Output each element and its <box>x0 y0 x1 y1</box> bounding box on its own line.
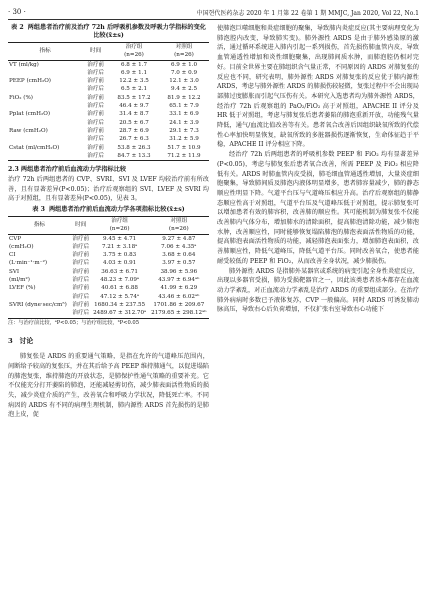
table-cell: LVEF (%) <box>9 285 36 292</box>
table-header-cell: 指标 <box>8 216 71 234</box>
table-cell: (cmH₂O) <box>9 243 34 250</box>
table-cell: PEEP (cmH₂O) <box>9 78 51 85</box>
table-cell: 12.1 ± 3.0 <box>169 78 199 85</box>
table-cell: 治疗后 <box>72 293 90 300</box>
table-cell: 3.75 ± 0.83 <box>103 252 137 259</box>
table-cell <box>8 69 82 77</box>
table-cell: 7.0 ± 0.9 <box>170 69 198 76</box>
table-cell: 治疗后 <box>82 152 109 161</box>
table-cell: 43.97 ± 6.94ᵃᵇ <box>158 277 200 284</box>
table-cell: 治疗前 <box>87 78 105 85</box>
table-cell: CVP <box>9 235 22 242</box>
table-cell <box>8 85 82 93</box>
table-cell: 6.5 ± 2.1 <box>120 86 148 93</box>
table-cell: 28.7 ± 6.9 <box>119 127 149 134</box>
table-row <box>8 60 209 69</box>
table-cell: 治疗后 <box>72 260 90 267</box>
table-cell: 6.8 ± 1.7 <box>120 61 148 68</box>
table-cell: 38.96 ± 5.96 <box>160 268 198 275</box>
table-cell: 3.97 ± 0.57 <box>162 260 196 267</box>
table-row <box>8 102 209 110</box>
table-cell: 33.1 ± 6.9 <box>169 111 199 118</box>
table-cell: 71.2 ± 11.9 <box>159 152 209 161</box>
table-row <box>8 77 209 85</box>
table-header-cell: 时间 <box>82 43 109 61</box>
table-cell: 36.63 ± 6.71 <box>101 268 138 275</box>
table-cell: 41.99 ± 6.29 <box>160 285 198 292</box>
table-cell: 治疗前 <box>72 235 90 242</box>
table-cell: 20.5 ± 6.7 <box>119 119 149 126</box>
table-cell: Raw (cmH₂O) <box>9 127 48 134</box>
table-row <box>8 268 209 276</box>
running-header <box>8 7 419 19</box>
table3 <box>8 216 209 319</box>
table-cell: 治疗后 <box>87 119 105 126</box>
table-cell: 53.8 ± 26.3 <box>117 144 151 151</box>
right-paragraph-2: 经治疗 72h 后两组患者的呼吸机参数 PEEP 和 FiO₂ 均有显著差异(P<0.05)，考虑与肺复张后患者氧合改善，所需 PEEP 及 FiO₂ 相应降低有关。ARDS 时肺血管内皮受损，肺毛细血管通透性增加，大量炎症细胞聚集，导致肺间质及肺泡内液体明显增多，患者肺容量减少，肺的静态顺应性明显下降。气道平台压与气道峰压相应升高。治疗后观察组的肺静态顺应性高于对照组，气道平台压及气道峰压低于对照组，提示肺复张可以增加患者有效的肺容积，改善肺的顺应性。其可能机制为肺复张不仅能改善肺内气体分布，增加肺水的清除面积，提高肺泡清除功能，减少肺泡水肿，改善顺应性，同时能够恢复塌陷肺泡的肺泡表面活性物质的功能，提高肺泡表面活性物质的功能，减轻肺泡表面张力，增加肺泡表面积，改善肺顺应性，降低气道峰压，降低气道平台压。同时改善氧合，使患者能耐受较低的 PEEP 和 FiO₂，从而改善全身状况，减少肺损伤。 <box>217 151 419 265</box>
table-cell: 46.4 ± 9.7 <box>119 103 149 110</box>
table-row <box>8 69 209 77</box>
table-row <box>8 152 209 161</box>
table-cell: CI <box>9 252 16 259</box>
table-cell: 治疗后 <box>72 243 90 250</box>
section-2-3-title: 2.3 两组患者治疗前后血流动力学指标比较 <box>8 166 127 174</box>
table-row <box>8 259 209 267</box>
discussion-paragraph-1: 肺复张是 ARDS 的重要通气策略，是指在允许的气道峰压范围内，间断给予较高的复张压，并在其后给予高 PEEP 维持肺通气，以促进塌陷的肺泡复张，维持肺泡的开放状态，是肺保护性通气策略的重要补充。它不仅能充分打开萎陷的肺泡，还能减轻剪切伤，减少肺表面活性物质的损失，减少炎症介质的产生，改善氧合和呼吸力学状况，降低死亡率。不同病因的 ARDS 有不同的病理生理机制，肺内源性 ARDS 首先损伤的是肺泡上皮，促 <box>8 353 209 419</box>
table-cell: 31.4 ± 8.7 <box>119 111 149 118</box>
table-cell: 1701.86 ± 209.67 <box>153 301 205 308</box>
table-header-cell: 时间 <box>71 216 91 234</box>
table-cell: 4.03 ± 0.91 <box>103 260 137 267</box>
table-cell: 治疗后 <box>72 310 90 317</box>
table-header-cell: 治疗组 (n=26) <box>91 216 149 234</box>
table-cell: 治疗前 <box>87 61 105 68</box>
table-cell: (ml/m²) <box>9 277 30 284</box>
table-row <box>8 284 209 292</box>
table-cell: SVRI (dyne·sec/cm⁵) <box>9 301 67 308</box>
table-cell: 84.7 ± 13.3 <box>109 152 159 161</box>
table-cell: 47.12 ± 5.74ᵃ <box>100 293 140 300</box>
table-cell: 12.2 ± 3.5 <box>119 78 149 85</box>
table-cell: Cstat (ml/cmH₂O) <box>9 144 60 151</box>
header-rule <box>8 19 419 20</box>
table-cell: 6.9 ± 1.0 <box>170 61 198 68</box>
table-cell: 治疗前 <box>72 301 90 308</box>
table-cell: 治疗后 <box>72 277 90 284</box>
table-cell: 3.68 ± 0.64 <box>162 252 196 259</box>
journal-citation: 中国현代医药杂志 2020 年 1 月第 22 卷第 1 期 MMJC, Jan 2020, Vol 22, No.1 <box>196 10 419 17</box>
table-cell: 治疗后 <box>87 136 105 143</box>
table-cell: (L·min⁻¹·m⁻²) <box>9 260 48 267</box>
table-cell: 2489.67 ± 312.70ᵃ <box>91 309 149 318</box>
left-column <box>8 24 209 420</box>
table-cell: FiO₂ (%) <box>9 94 33 101</box>
table-row <box>8 110 209 118</box>
table-row <box>8 85 209 93</box>
table-cell: 26.7 ± 6.3 <box>119 136 149 143</box>
table-row <box>8 309 209 318</box>
table-cell <box>8 293 71 301</box>
table-cell: 治疗前 <box>87 127 105 134</box>
table-cell: 81.9 ± 12.2 <box>167 94 201 101</box>
table-cell <box>8 152 82 161</box>
table-cell: 治疗前 <box>87 94 105 101</box>
table-row <box>8 251 209 259</box>
table-cell: 31.2 ± 5.9 <box>169 136 199 143</box>
table-cell: 治疗后 <box>87 86 105 93</box>
table-cell: 7.21 ± 3.18ᵃ <box>101 243 138 250</box>
table-cell <box>8 102 82 110</box>
table-cell: 治疗后 <box>87 103 105 110</box>
table-cell: 治疗前 <box>87 144 105 151</box>
table-header-cell: 对照组 (n=26) <box>149 216 209 234</box>
table-cell: 29.1 ± 7.3 <box>169 127 199 134</box>
table2-caption: 表 2 两组患者治疗前及治疗 72h 后呼吸机参数及呼吸力学指标的变化比较(x̄±s) <box>11 24 206 39</box>
table-row <box>8 144 209 152</box>
table-cell: 6.9 ± 1.1 <box>120 69 148 76</box>
table-cell: 治疗前 <box>87 111 105 118</box>
table-row <box>8 127 209 135</box>
table-cell: 9.27 ± 4.87 <box>162 235 196 242</box>
table-cell: 7.06 ± 4.35ᵃ <box>161 243 197 250</box>
table-row <box>8 276 209 284</box>
right-paragraph-1: 使肺泡巨噬细胞和炎症细胞的聚集，导致肺内炎症反应(其主要病理变化为肺泡腔内改变，导致肺实变)。肺外源性 ARDS 是由于肺外感染原的激活，通过循环系统进入肺内引起一系列损伤，首先损伤肺血管内皮，导致血管通透性增加和炎性细胞聚集，出现肺间质水肿，而肺泡腔仍相对完好。目前全世界主要在肺组织含气量正常，不同原因的 ARDS 对肺复张的反应也不同，研究表明，肺外源性 ARDS 对肺复张的反应优于肺内源性 ARDS，考虑与肺外源性 ARDS 的肺损伤较轻微，复张过程中不会出现局部肺过度膨胀而引起气压伤有关。本研究入选患者均为肺外源性 ARDS，经治疗 72h 后观察组的 PaO₂/FiO₂ 高于对照组，APACHE II 评分及 HR 低于对照组，考虑与肺复张后患者萎陷的肺泡重新开放，功能残气量降低，通气/血流比值改善等有关。患者氧合改善后因组织缺氧所致的代偿性心率加快明显恢复，缺氧所致的多脏器损伤逐渐恢复，生命体征趋于平稳，APACHE II 评分相应下降。 <box>217 25 419 149</box>
page-number: · 30 · <box>8 8 26 16</box>
table-row <box>8 234 209 243</box>
table-cell: 9.4 ± 2.5 <box>170 86 198 93</box>
table-cell: 2179.65 ± 298.12ᵃᵇ <box>149 309 209 318</box>
table-cell: VT (ml/kg) <box>9 61 39 68</box>
discussion-heading: 3 讨论 <box>8 336 34 345</box>
table-cell: 治疗后 <box>87 69 105 76</box>
table-row <box>8 301 209 309</box>
table-cell: 40.61 ± 6.88 <box>101 285 138 292</box>
table-cell: 51.7 ± 10.9 <box>167 144 201 151</box>
table-cell: 治疗前 <box>72 285 90 292</box>
table-cell: 治疗前 <box>72 252 90 259</box>
table-cell: 48.23 ± 7.09ᵃ <box>100 277 140 284</box>
right-column <box>217 24 419 315</box>
table-cell: 1680.34 ± 237.55 <box>94 301 146 308</box>
table-cell: Pplat (cmH₂O) <box>9 111 51 118</box>
table-row <box>8 135 209 143</box>
section-2-3-text: 治疗 72h 后两组患者的 CVP、SVRI、SVI 及 LVEF 均较治疗前有所改善，且有显著差异(P<0.05)；治疗后观察组的 SVI、LVEF 及 SVRI 均高于对照组，且有显著差异(P<0.05)，见表 3。 <box>8 175 209 203</box>
table-cell: SVI <box>9 268 20 275</box>
table-header-cell: 指标 <box>8 43 82 61</box>
table-cell: 9.45 ± 4.71 <box>103 235 137 242</box>
table-cell <box>8 309 71 318</box>
table-cell: 43.46 ± 6.02ᵃᵇ <box>158 293 200 300</box>
right-paragraph-3: 肺外源性 ARDS 是指肺外某器官或系统的病变引起全身性炎症反应，出现以多器官受损，肺为受损靶器官之一，因此该类患者基本都存在血流动力学紊乱，对正血流动力学紊乱是治疗 ARDS 的重要组成部分。在治疗肺外病病时多数已予液体复苏，CVP 一般偏高。同时 ARDS 可诱发肺动脉高压，导致右心后负荷增加，不仅扩张右室导致右心功能下 <box>217 267 419 314</box>
table2 <box>8 42 209 161</box>
table-header-cell: 对照组 (n=26) <box>159 43 209 61</box>
table-header-cell: 治疗组 (n=26) <box>109 43 159 61</box>
table-cell: 65.1 ± 7.9 <box>169 103 199 110</box>
table-row <box>8 119 209 127</box>
table-cell: 83.5 ± 17.2 <box>117 94 151 101</box>
table3-note: 注：与治疗前比较，ᵃP<0.05；与治疗组比较，ᵇP<0.05 <box>8 319 140 326</box>
table3-caption: 表 3 两组患者治疗前后血流动力学各项指标比较(x̄±s) <box>32 205 185 213</box>
table-cell <box>8 119 82 127</box>
table-cell <box>8 135 82 143</box>
table-row <box>8 293 209 301</box>
table-row <box>8 94 209 102</box>
table-row <box>8 243 209 251</box>
table-cell: 24.1 ± 3.9 <box>169 119 199 126</box>
table-cell: 治疗前 <box>72 268 90 275</box>
